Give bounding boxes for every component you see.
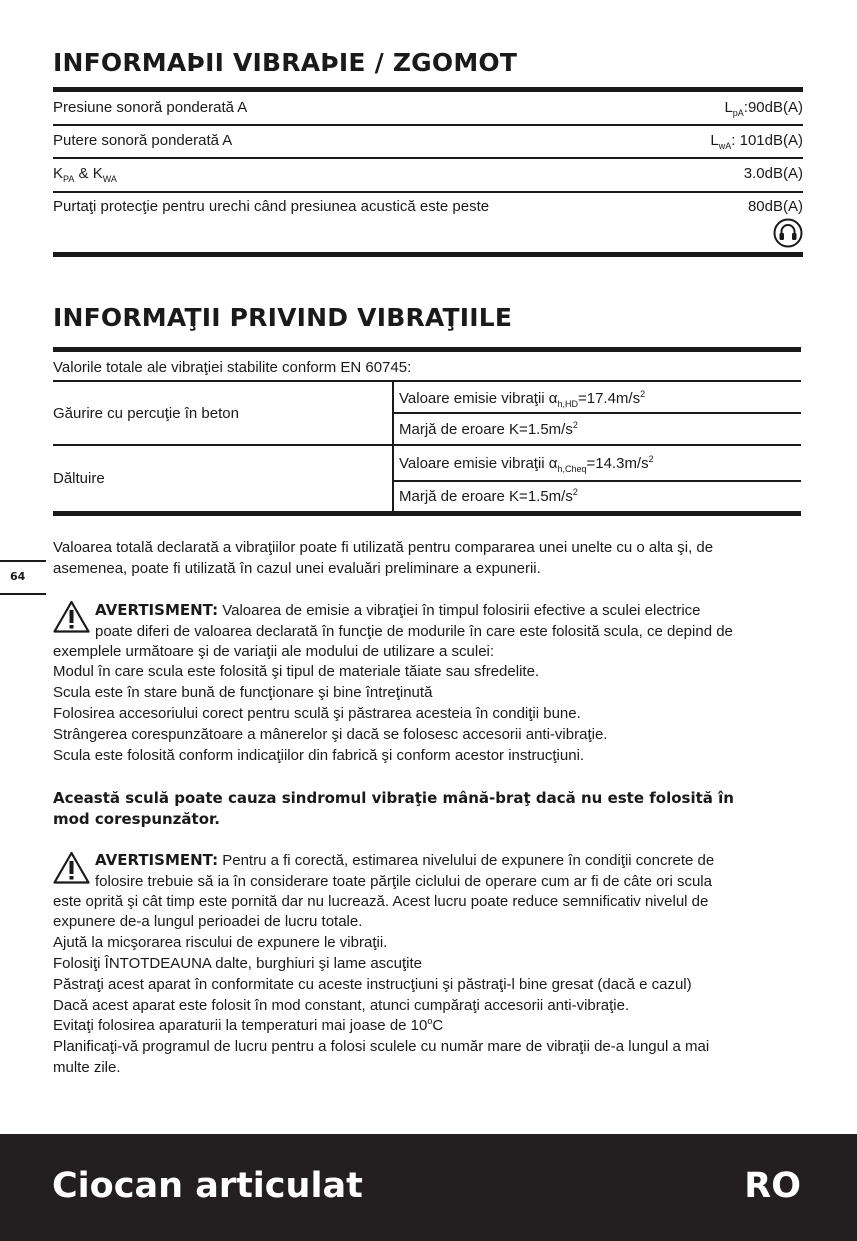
- row-divider: [53, 191, 803, 193]
- page-number: 64: [10, 570, 26, 583]
- vibration-mode-label: Găurire cu percuţie în beton: [53, 405, 239, 422]
- vibration-error-margin: Marjă de eroare $K=1.5m/s^2$: [399, 420, 578, 438]
- warning1-label: AVERTISMENT:: [95, 601, 219, 619]
- row-divider: [393, 412, 801, 414]
- page-tab-top-rule: [0, 560, 46, 562]
- noise-row-value: $L_{wA}$: 101dB(A): [710, 132, 803, 151]
- row-divider: [53, 444, 801, 446]
- vibration-mode-label: Dăltuire: [53, 470, 105, 487]
- footer-bar: [0, 1134, 857, 1241]
- warning1-body: exemplele următoare şi de variaţii ale modului de utilizare a sculei: Modul în care scula este folosită şi tipul de materiale tăiate sau sfredelite. Scula este în stare bună de funcţionare şi bine întreţinută Folosirea accesoriului corect pentru sculă şi păstrarea acesteia în condiţii bune. Strângerea corespunzătoare a mânerelor şi dacă se folosesc accesorii anti-vibraţie. Scula este folosită conform indicaţiilor din fabrică şi conform acestor instrucţiuni.: [53, 642, 608, 764]
- row-divider: [393, 480, 801, 482]
- footer-language-code: RO: [744, 1166, 801, 1206]
- vibration-section-title: INFORMAŢII PRIVIND VIBRAŢIILE: [53, 303, 513, 332]
- vibration-error-margin: Marjă de eroare $K=1.5m/s^2$: [399, 487, 578, 505]
- noise-row-label: Purtaţi protecţie pentru urechi când presiunea acustică este peste: [53, 198, 490, 215]
- warning2-label: AVERTISMENT:: [95, 851, 219, 869]
- noise-row-label: Presiune sonoră ponderată A: [53, 99, 248, 116]
- footer-title: Ciocan articulat: [52, 1166, 363, 1206]
- noise-row-value: $L_{pA}:90dB(A)$: [724, 99, 803, 118]
- vibration-table-top-rule: [53, 347, 801, 352]
- declared-value-paragraph: Valoarea totală declarată a vibraţiilor poate fi utilizată pentru compararea unei unelte cu o alta şi, de asemenea, poate fi utilizată în cazul unei evaluări preliminare a expunerii.: [53, 539, 714, 577]
- warning2-body: este oprită şi cât timp este pornită dar nu lucrează. Acest lucru poate reduce semnificativ nivelul de expunere de-a lungul perioadei de lucru totale. Ajută la micşorarea riscului de expunere le vibraţii. Folosiţi ÎNTOTDEAUNA dalte, burghiuri şi lame ascuţite Păstraţi acest aparat în conformitate cu aceste instrucţiuni şi păstraţi-l bine gresat (dacă e cazul) Dacă acest aparat este folosit în mod constant, atunci cumpăraţi accesorii anti-vibraţie. Evitaţi folosirea aparaturii la temperaturi mai joase de 10$^o$C Planificaţi-vă programul de lucru pentru a folosi sculele cu număr mare de vibraţii de-a lungul a mai multe zile.: [53, 892, 710, 1076]
- warning-triangle-icon: [53, 600, 90, 633]
- warning2-lead-block: AVERTISMENT: Pentru a fi corectă, estimarea nivelului de expunere în condiţii concrete de folosire trebuie să ia în considerare toate părţile ciclului de operare cum ar fi de câte ori scula: [95, 851, 715, 890]
- noise-row-value: 3.0dB(A): [743, 165, 803, 182]
- vibration-intro: Valorile totale ale vibraţiei stabilite conform EN 60745:: [53, 359, 412, 376]
- warning1-lead-block: AVERTISMENT: Valoarea de emisie a vibraţiei în timpul folosirii efective a sculei electrice poate diferi de valoarea declarată în funcţie de modurile în care este folosită scula, ce depind de: [95, 601, 733, 640]
- row-divider: [53, 157, 803, 159]
- row-divider: [53, 380, 801, 382]
- column-divider: [392, 381, 394, 512]
- noise-section-title: INFORMAÞII VIBRAÞIE / ZGOMOT: [53, 48, 518, 77]
- vibration-emission-value: Valoare emisie vibraţii $\alpha_{h,HD}=17.4m/s^2$: [399, 389, 646, 409]
- noise-row-value: 80dB(A): [747, 198, 803, 215]
- warning-triangle-icon: [53, 851, 90, 884]
- vibration-emission-value: Valoare emisie vibraţii $\alpha_{h,Cheq}=14.3m/s^2$: [399, 454, 654, 474]
- noise-table-top-rule: [53, 87, 803, 92]
- vibration-table-bottom-rule: [53, 511, 801, 516]
- hand-arm-vibration-note: Această sculă poate cauza sindromul vibraţie mână-braţ dacă nu este folosită în mod corespunzător.: [53, 789, 734, 828]
- row-divider: [53, 124, 803, 126]
- noise-row-label: Putere sonoră ponderată A: [53, 132, 233, 149]
- noise-row-label: $K_{PA}$ & $K_{WA}$: [53, 165, 117, 184]
- ear-protection-icon: [773, 218, 803, 248]
- page-tab-bottom-rule: [0, 593, 46, 595]
- noise-table-bottom-rule: [53, 252, 803, 257]
